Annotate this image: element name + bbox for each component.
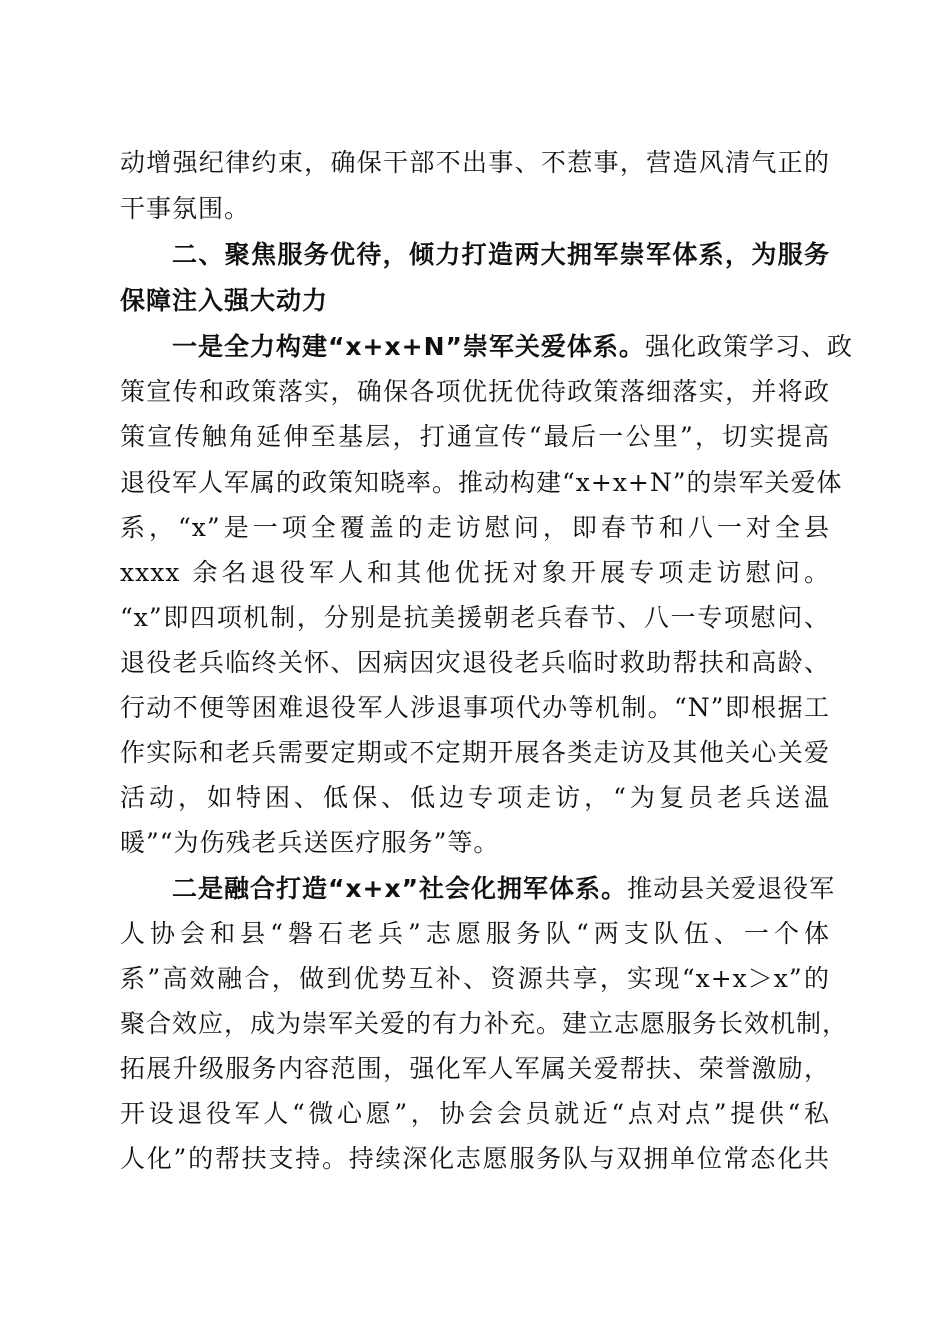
section-heading-cont: 保障注入强大动力 bbox=[120, 286, 329, 315]
text-line: 策宣传和政策落实，确保各项优抚优待政策落细落实，并将政 bbox=[120, 377, 830, 406]
paragraph-lead: 一是全力构建“x+x+N”崇军关爱体系。 bbox=[172, 332, 645, 361]
text-line: 开设退役军人“微心愿”，协会会员就近“点对点”提供“私 bbox=[120, 1099, 830, 1128]
text-line: 活动，如特困、低保、低边专项走访，“为复员老兵送温 bbox=[120, 783, 830, 812]
text-line: 暖”“为伤残老兵送医疗服务”等。 bbox=[120, 828, 500, 857]
section-heading: 二、聚焦服务优待，倾力打造两大拥军崇军体系，为服务 bbox=[172, 240, 830, 269]
text-line: 作实际和老兵需要定期或不定期开展各类走访及其他关心关爱 bbox=[120, 738, 830, 767]
text-line: 人协会和县“磐石老兵”志愿服务队“两支队伍、一个体 bbox=[120, 919, 830, 948]
paragraph-first-line bbox=[172, 874, 836, 904]
text-line: 行动不便等困难退役军人涉退事项代办等机制。“N”即根据工 bbox=[120, 693, 830, 722]
text-line: 策宣传触角延伸至基层，打通宣传“最后一公里”，切实提高 bbox=[120, 422, 830, 451]
paragraph-text: 强化政策学习、政 bbox=[644, 332, 853, 361]
text-line: 聚合效应，成为崇军关爱的有力补充。建立志愿服务长效机制， bbox=[120, 1009, 849, 1038]
paragraph-lead: 二是融合打造“x+x”社会化拥军体系。 bbox=[172, 874, 628, 903]
text-line: 动增强纪律约束，确保干部不出事、不惹事，营造风清气正的 bbox=[120, 148, 830, 177]
text-line: “x”即四项机制，分别是抗美援朝老兵春节、八一专项慰问、 bbox=[120, 603, 830, 632]
text-line: 系”高效融合，做到优势互补、资源共享，实现“x+x＞x”的 bbox=[120, 964, 830, 993]
text-line: 系，“x”是一项全覆盖的走访慰问，即春节和八一对全县 bbox=[120, 513, 830, 542]
text-line: 退役老兵临终关怀、因病因灾退役老兵临时救助帮扶和高龄、 bbox=[120, 648, 830, 677]
text-line: 拓展升级服务内容范围，强化军人军属关爱帮扶、荣誉激励， bbox=[120, 1054, 830, 1083]
paragraph-text: 推动县关爱退役军 bbox=[627, 874, 836, 903]
text-line: 退役军人军属的政策知晓率。推动构建“x+x+N”的崇军关爱体 bbox=[120, 468, 843, 497]
paragraph-first-line bbox=[172, 332, 853, 362]
text-line: 干事氛围。 bbox=[120, 194, 251, 223]
text-line: xxxx 余名退役军人和其他优抚对象开展专项走访慰问。 bbox=[120, 558, 830, 587]
text-line: 人化”的帮扶支持。持续深化志愿服务队与双拥单位常态化共 bbox=[120, 1144, 830, 1173]
